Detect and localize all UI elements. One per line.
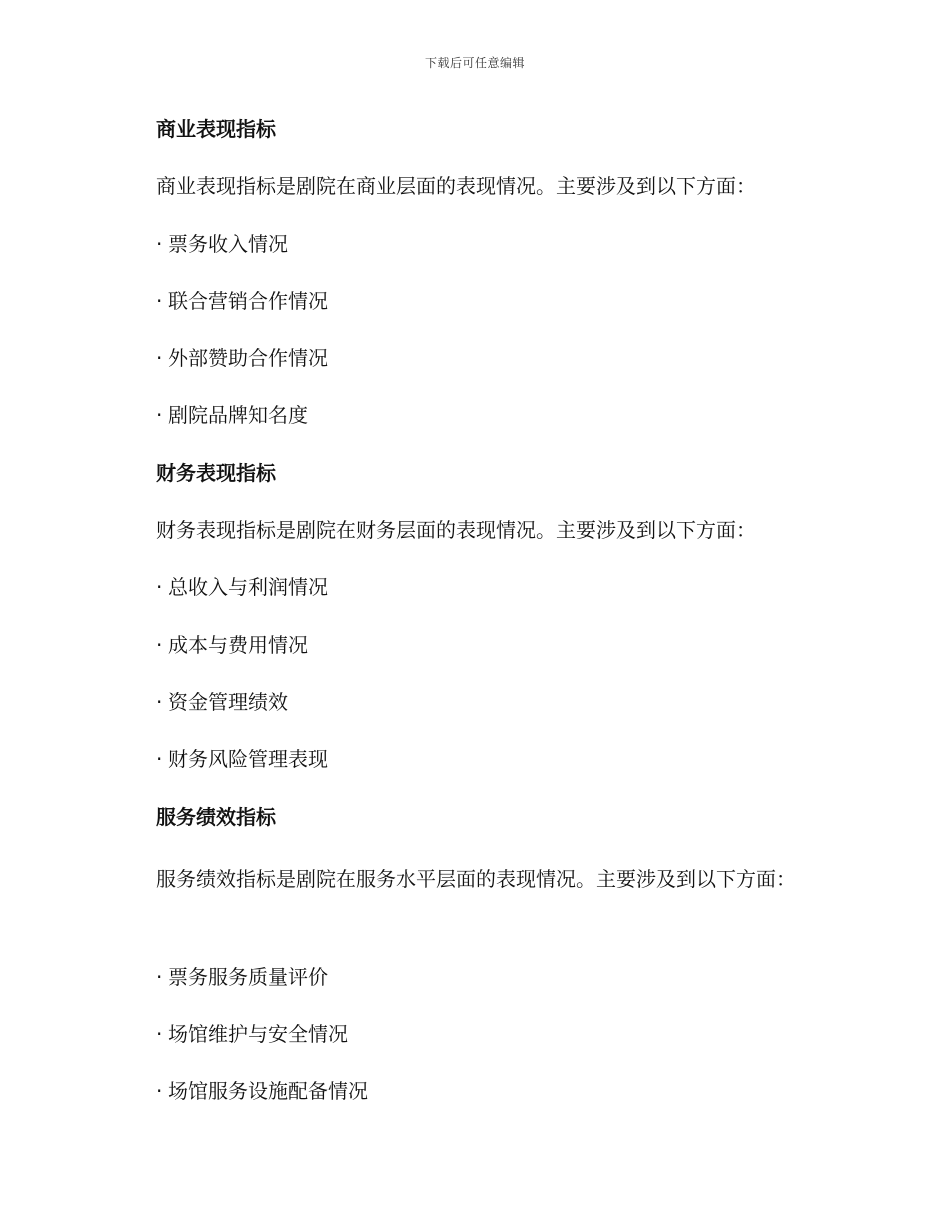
section-intro: 服务绩效指标是剧院在服务水平层面的表现情况。主要涉及到以下方面： [156, 866, 796, 891]
section-intro: 商业表现指标是剧院在商业层面的表现情况。主要涉及到以下方面： [156, 174, 756, 199]
list-item-text: 场馆服务设施配备情况 [168, 1079, 368, 1104]
section-heading: 服务绩效指标 [156, 804, 276, 829]
list-item-text: 资金管理绩效 [168, 689, 288, 714]
bullet-icon: · [156, 346, 163, 371]
bullet-icon: · [156, 1079, 163, 1104]
list-item [114, 628, 834, 685]
list-item [114, 398, 834, 455]
list-item-text: 联合营销合作情况 [168, 288, 328, 313]
header-note: 下载后可任意编辑 [424, 56, 525, 70]
bullet-icon: · [156, 231, 163, 256]
list-item [114, 742, 834, 799]
bullet-icon: · [156, 964, 163, 989]
bullet-icon: · [156, 403, 163, 428]
list-item-text: 剧院品牌知名度 [168, 403, 308, 428]
list-item-text: 场馆维护与安全情况 [168, 1022, 348, 1047]
document-body [114, 112, 834, 1132]
list-item [114, 960, 834, 1017]
list-item [114, 1017, 834, 1074]
bullet-icon: · [156, 632, 163, 657]
bullet-icon: · [156, 288, 163, 313]
list-item-text: 票务服务质量评价 [168, 964, 328, 989]
bullet-icon: · [156, 575, 163, 600]
list-item [114, 685, 834, 742]
bullet-icon: · [156, 747, 163, 772]
list-item [114, 1074, 834, 1131]
bullet-icon: · [156, 1022, 163, 1047]
list-item-text: 外部赞助合作情况 [168, 346, 328, 371]
bullet-icon: · [156, 689, 163, 714]
list-item [114, 341, 834, 398]
list-item [114, 570, 834, 627]
section-heading: 财务表现指标 [156, 460, 276, 485]
list-item-text: 财务风险管理表现 [168, 747, 328, 772]
list-item-text: 总收入与利润情况 [168, 575, 328, 600]
section-heading: 商业表现指标 [156, 117, 276, 141]
list-item [114, 284, 834, 341]
list-item-text: 票务收入情况 [168, 231, 288, 256]
section-intro: 财务表现指标是剧院在财务层面的表现情况。主要涉及到以下方面： [156, 518, 756, 543]
list-item-text: 成本与费用情况 [168, 632, 308, 657]
list-item [114, 227, 834, 284]
